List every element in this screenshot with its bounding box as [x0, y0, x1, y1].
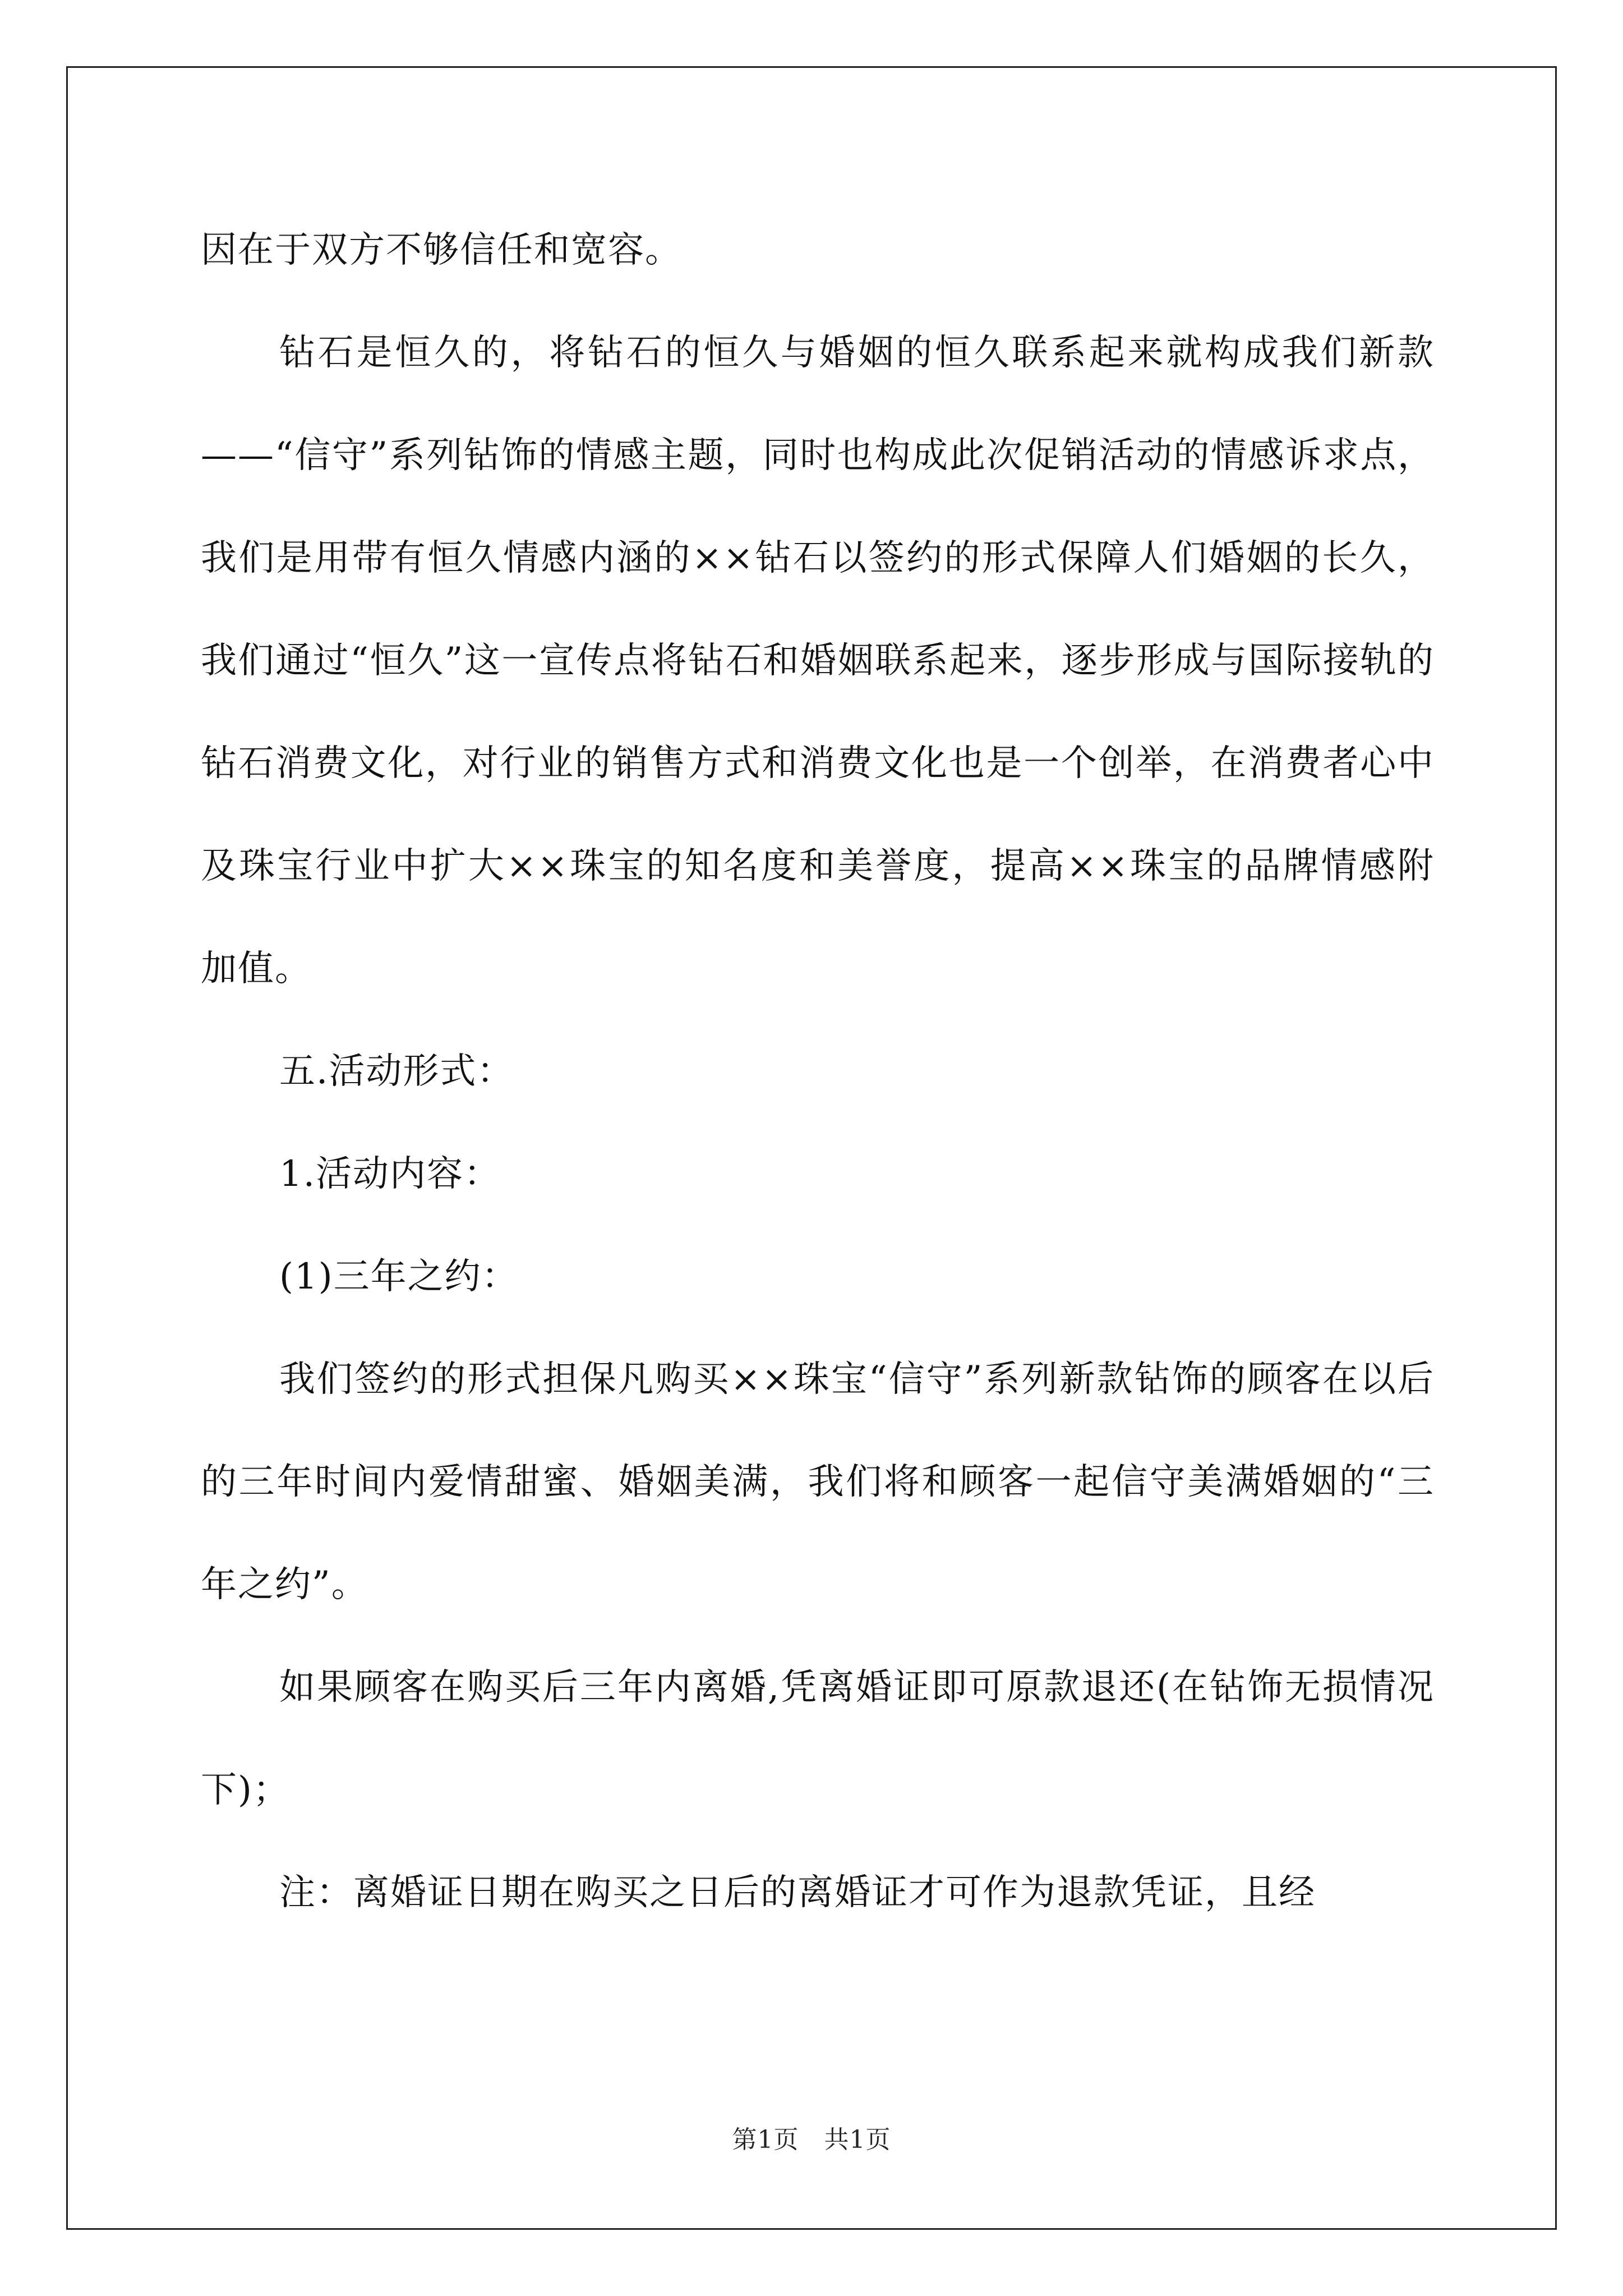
paragraph: 注：离婚证日期在购买之日后的离婚证才可作为退款凭证，且经	[279, 1872, 1316, 1913]
paragraph: 因在于双方不够信任和宽容。	[201, 229, 682, 271]
item-heading: (1)三年之约：	[279, 1256, 519, 1297]
section-heading: 五.活动形式：	[279, 1051, 514, 1092]
document-body	[201, 199, 1435, 1944]
page-footer	[0, 2119, 1623, 2155]
subsection-heading: 1.活动内容：	[279, 1153, 501, 1195]
paragraph: 钻石是恒久的，将钻石的恒久与婚姻的恒久联系起来就构成我们新款——“信守”系列钻饰的情感主题，同时也构成此次促销活动的情感诉求点，我们是用带有恒久情感内涵的××钻石以签约的形式保障人们婚姻的长久，我们通过“恒久”这一宣传点将钻石和婚姻联系起来，逐步形成与国际接轨的钻石消费文化，对行业的销售方式和消费文化也是一个创举，在消费者心中及珠宝行业中扩大××珠宝的知名度和美誉度，提高××珠宝的品牌情感附加值。	[201, 332, 1435, 990]
paragraph: 如果顾客在购买后三年内离婚,凭离婚证即可原款退还(在钻饰无损情况下)；	[201, 1667, 1435, 1811]
paragraph: 我们签约的形式担保凡购买××珠宝“信守”系列新款钻饰的顾客在以后的三年时间内爱情甜蜜、婚姻美满，我们将和顾客一起信守美满婚姻的“三年之约”。	[201, 1359, 1435, 1605]
page-number: 第1页 共1页	[732, 2125, 891, 2154]
